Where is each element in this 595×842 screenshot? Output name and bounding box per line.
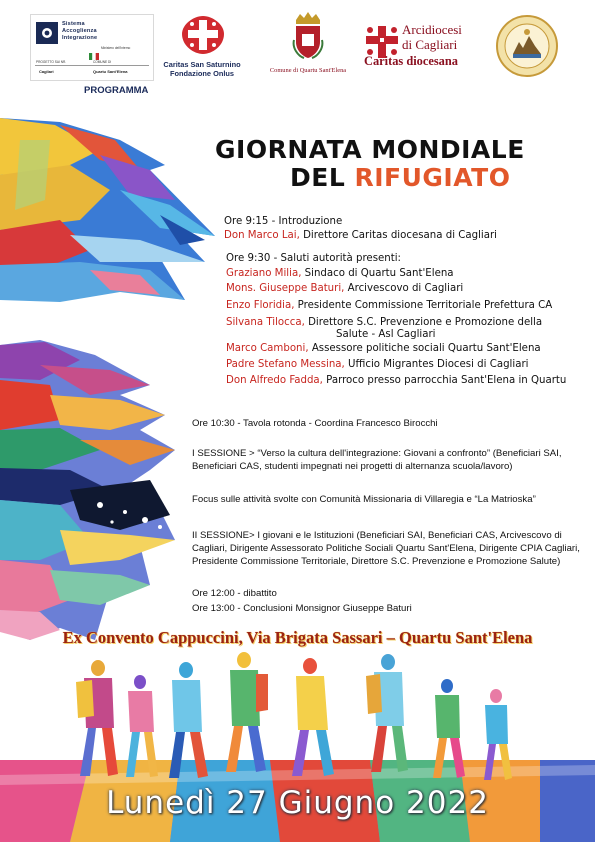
caritas-name-line2: Fondazione Onlus xyxy=(169,69,235,78)
speaker-name: Don Alfredo Fadda, xyxy=(226,375,323,386)
caritas-san-saturnino-logo xyxy=(162,14,242,80)
speaker-name: Don Marco Lai, xyxy=(224,230,300,241)
saluti-title: Ore 9:30 - Saluti autorità presenti: xyxy=(226,253,401,264)
saluti-item-continued xyxy=(336,328,436,341)
sessione-1-line: I SESSIONE > “Verso la cultura dell'integrazione: Giovani a confronto” (Beneficiari SAI, xyxy=(192,448,562,459)
comune-coat-of-arms xyxy=(292,12,324,60)
sessione-2-line: Presidente Commissione Territoriale, Direttore S.C. Prevenzione e Promozione Salute) xyxy=(192,556,561,567)
speaker-role: Direttore Caritas diocesana di Cagliari xyxy=(299,230,498,241)
sai-title: Sistema Accoglienza Integrazione xyxy=(62,21,98,41)
focus-label: Focus sulle attività svolte xyxy=(192,494,299,505)
sai-logo xyxy=(30,14,154,81)
saluti-item xyxy=(226,374,566,387)
saluti-item xyxy=(226,282,463,295)
event-date: Lunedì 27 Giugno 2022 xyxy=(106,785,489,821)
migrantes-seal xyxy=(495,14,559,78)
speaker-role: Ufficio Migrantes Diocesi di Cagliari xyxy=(344,359,529,370)
event-title-rifugiato: RIFUGIATO xyxy=(354,163,511,192)
painted-strokes-top xyxy=(0,118,215,302)
focus-line xyxy=(192,494,536,507)
tavola-rotonda: Ore 10:30 - Tavola rotonda - Coordina Francesco Birocchi xyxy=(192,418,438,429)
saluti-item xyxy=(226,299,552,312)
sai-partner-cagliari: Cagliari xyxy=(39,69,54,74)
speaker-name: Silvana Tilocca, xyxy=(226,317,305,328)
speaker-role: Salute - Asl Cagliari xyxy=(336,329,436,340)
sai-mark-icon xyxy=(36,22,58,44)
venue-address: Ex Convento Cappuccini, Via Brigata Sassari – Quartu Sant'Elena xyxy=(62,628,533,647)
speaker-role: Arcivescovo di Cagliari xyxy=(344,283,464,294)
saluti-item xyxy=(226,358,528,371)
event-title-line1: GIORNATA MONDIALE xyxy=(215,135,525,164)
comune-name: Comune di Quartu Sant'Elena xyxy=(269,67,347,74)
programma-label: PROGRAMMA xyxy=(84,85,149,96)
italian-flag-icon xyxy=(89,45,99,52)
speaker-role: Presidente Commissione Territoriale Prefettura CA xyxy=(294,300,553,311)
speaker-name: Enzo Floridia, xyxy=(226,300,295,311)
sessione-2-line: II SESSIONE> I giovani e le Istituzioni (Beneficiari SAI, Beneficiari CAS, Arcivescovo di xyxy=(192,530,562,541)
speaker-name: Padre Stefano Messina, xyxy=(226,359,345,370)
arcidiocesi-line1: Arcidiocesi xyxy=(402,22,462,37)
saluti-item xyxy=(226,342,541,355)
arcidiocesi-line3: Caritas diocesana xyxy=(364,54,458,68)
divider xyxy=(35,65,149,66)
speaker-name: Mons. Giuseppe Baturi, xyxy=(226,283,345,294)
focus-detail: con Comunità Missionaria di Villaregia e “La Matrioska” xyxy=(298,494,536,505)
comune-quartu-logo xyxy=(262,12,354,80)
speaker-role: Sindaco di Quartu Sant'Elena xyxy=(301,268,454,279)
arcidiocesi-line2: di Cagliari xyxy=(402,37,458,52)
intro-time: Ore 9:15 - Introduzione xyxy=(224,216,343,227)
sessione-2-line: Cagliari, Dirigente Assessorato Politiche Sociali Quartu Sant'Elena, Dirigente CPIA Cagliari, xyxy=(192,543,580,554)
sessione-1-line: Beneficiari CAS, studenti impegnati nei progetti di alternanza scuola/lavoro) xyxy=(192,461,513,472)
conclusioni: Ore 13:00 - Conclusioni Monsignor Giuseppe Baturi xyxy=(192,603,412,614)
speaker-role: Assessore politiche sociali Quartu Sant'Elena xyxy=(308,343,541,354)
speaker-name: Graziano Milia, xyxy=(226,268,302,279)
caritas-cross-icon xyxy=(180,14,226,56)
arcidiocesi-cagliari-logo xyxy=(364,20,474,72)
dibattito: Ore 12:00 - dibattito xyxy=(192,588,277,599)
comune-label: COMUNE DI xyxy=(93,60,112,64)
speaker-name: Marco Camboni, xyxy=(226,343,309,354)
progetto-label: PROGETTO SAI NR. xyxy=(36,60,67,64)
event-title-del: DEL xyxy=(290,163,346,192)
saluti-item xyxy=(226,267,454,280)
event-title-line2 xyxy=(290,163,510,192)
ministry-label: Ministero dell'Interno xyxy=(101,46,131,50)
painted-strokes-middle xyxy=(0,340,175,640)
sai-partner-quartu: Quartu Sant'Elena xyxy=(93,69,128,74)
speaker-role: Direttore S.C. Prevenzione e Promozione della xyxy=(304,317,543,328)
caritas-name-line1: Caritas San Saturnino xyxy=(163,60,241,69)
intro-speaker xyxy=(224,229,497,242)
speaker-role: Parroco presso parrocchia Sant'Elena in Quartu xyxy=(322,375,567,386)
